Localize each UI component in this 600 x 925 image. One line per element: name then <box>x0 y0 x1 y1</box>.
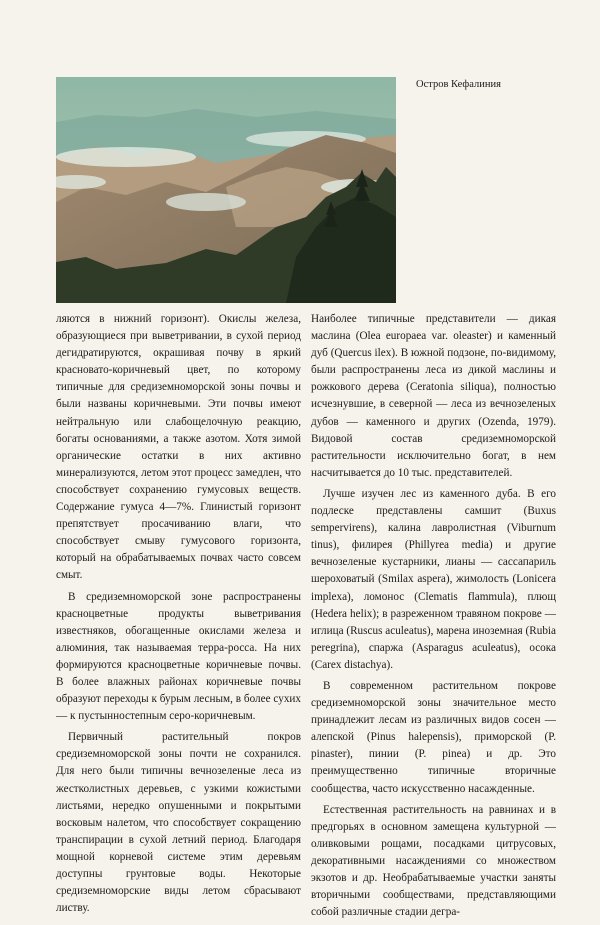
paragraph: Лучше изучен лес из каменного дуба. В его подлеске представлены самшит (Buxus sempervirens), калина лавролистная (Viburnum tinus), филирея (Phillyrea media) и другие вечнозеленые кустарники, лианы — сассапариль шероховатый (Smilax aspera), жимолость (Lonicera implexa), ломонос (Clematis flammula), плющ (Hedera helix); в разреженном травяном покрове — иглица (Ruscus aculeatus), марена иноземная (Rubia peregrina), спаржа (Asparagus aculeatus), осока (Carex distachya). <box>311 487 556 671</box>
paragraph: ляются в нижний горизонт). Окислы железа, образующиеся при выветривании, в сухой период дегидратируются, окрашивая почву в яркий красновато-коричневый цвет, по которому типичные для средиземноморской зоны почвы и были названы коричневыми. Эти почвы имеют нейтральную или слабощелочную реакцию, богаты основаниями, а также азотом. Хотя зимой органические остатки в них активно минерализуются, летом этот процесс замедлен, что способствует сохранению гумусовых веществ. Содержание гумуса 4—7%. Глинистый горизонт препятствует просачиванию влаги, что способствует смыву гумусового горизонта, который на обрабатываемых почвах часто совсем смыт. <box>56 313 301 582</box>
text-column-left <box>56 311 301 921</box>
paragraph: Первичный растительный покров средиземноморской зоны почти не сохранился. Для него были типичны вечнозеленые леса из жестколистных деревьев, с узкими кожистыми листьями, нередко опушенными и покрытыми восковым налетом, что способствует сокращению транспирации в сухой летний период. Благодаря мощной корневой системе этим деревьям доступны грунтовые воды. Некоторые средиземноморские виды летом сбрасывают листву. <box>56 731 301 915</box>
paragraph: Естественная растительность на равнинах и в предгорьях в основном замещена культурной — оливковыми рощами, посадками цитрусовых, декоративными насаждениями со множеством экзотов и др. Необрабатываемые участки заняты вторичными сообществами, представляющими собой различные стадии дегра- <box>311 803 556 919</box>
paragraph: В средиземноморской зоне распространены красноцветные продукты выветривания известняков, обогащенные окислами железа и алюминия, так называемая терра-росса. На них формируются красноцветные коричневые почвы. В более влажных районах коричневые почвы образуют переходы к бурым лесным, в более сухих — к пустынностепным серо-коричневым. <box>56 590 301 723</box>
paragraph: В современном растительном покрове средиземноморской зоны значительное место принадлежит лесам из различных видов сосен — алепской (Pinus halepensis), приморской (P. pinaster), пинии (P. pinea) и др. Это преимущественно типичные вторичные сообщества, часто искусственно насажденные. <box>311 679 556 795</box>
photo-caption: Остров Кефалиния <box>416 79 501 90</box>
paragraph: Наиболее типичные представители — дикая маслина (Olea europaea var. oleaster) и каменный дуб (Quercus ilex). В южной подзоне, по-видимому, были распространены леса из дикой маслины и рожкового дерева (Ceratonia siliqua), полностью исчезнувшие, в северной — леса из вечнозеленых дубов — каменного и других (Ozenda, 1979). Видовой состав средиземноморской растительности исключительно богат, в нем насчитывается до 10 тыс. представителей. <box>311 313 556 479</box>
landscape-photo <box>56 77 396 303</box>
text-column-right <box>311 311 556 925</box>
